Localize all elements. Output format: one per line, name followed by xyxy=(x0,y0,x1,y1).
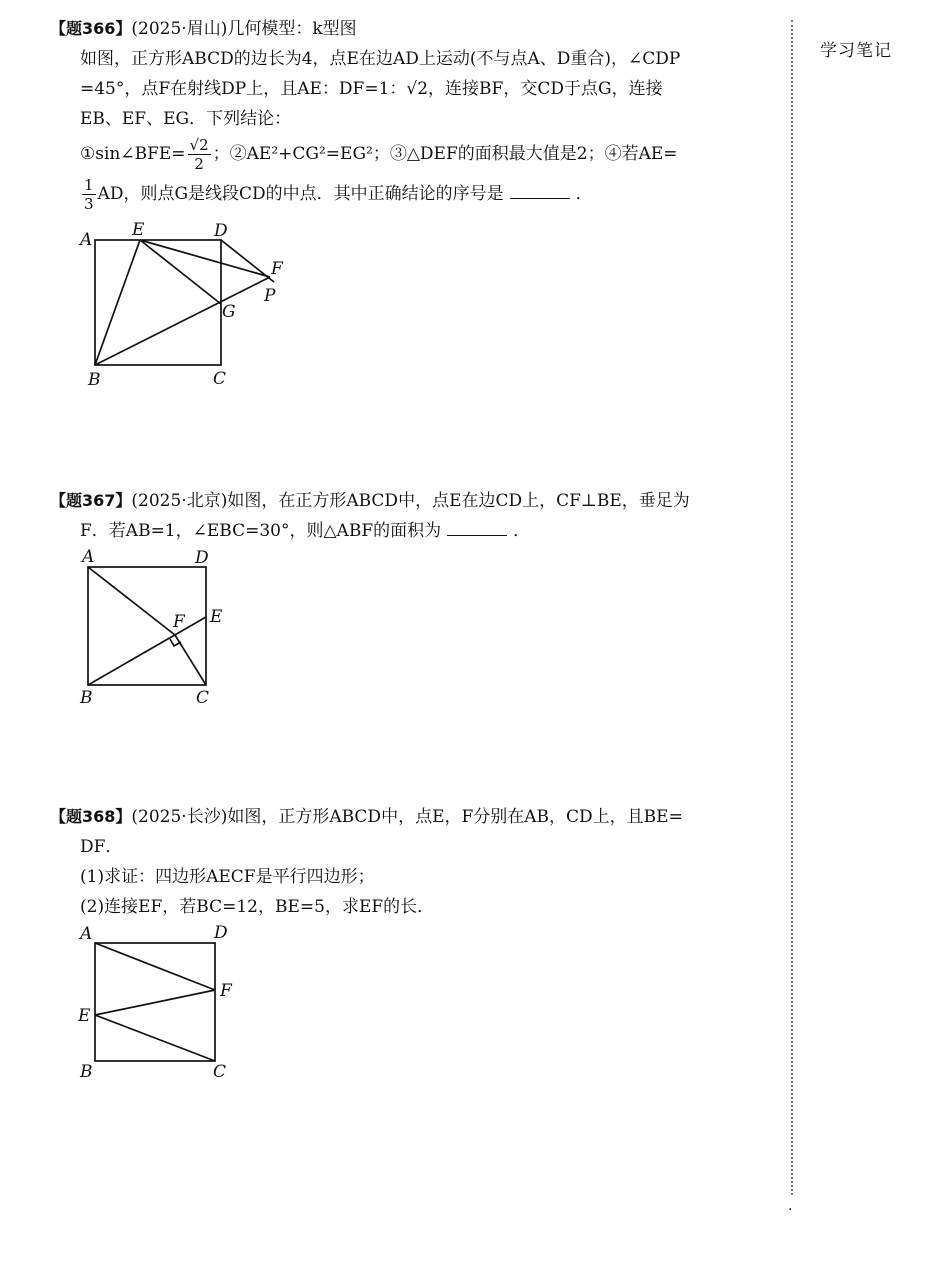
label-a: A xyxy=(80,924,93,944)
problem-text-line: =45°，点F在射线DP上，且AE：DF=1：√2，连接BF，交CD于点G，连接 xyxy=(80,79,663,99)
label-f: F xyxy=(173,612,185,632)
label-e: E xyxy=(132,220,145,240)
question-end: ． xyxy=(513,521,531,541)
fraction-denominator: 3 xyxy=(84,195,94,213)
label-b: B xyxy=(80,688,93,708)
notes-title: 学习笔记 xyxy=(820,41,892,61)
segment-af xyxy=(95,943,215,990)
label-d: D xyxy=(195,548,209,568)
label-f: F xyxy=(271,259,283,279)
problem-tag: 【题366】 xyxy=(50,19,132,38)
segment-ec xyxy=(95,1015,215,1061)
fraction-numerator: 1 xyxy=(84,176,94,194)
label-f: F xyxy=(220,981,232,1001)
segment-ef xyxy=(95,990,215,1015)
label-d: D xyxy=(214,221,228,241)
label-c: C xyxy=(196,688,210,708)
conclusion-text: ；②AE²+CG²=EG²；③△DEF的面积最大值是2；④若AE= xyxy=(212,144,678,164)
label-e: E xyxy=(78,1006,91,1026)
label-c: C xyxy=(213,369,227,389)
problem-part-1: (1)求证：四边形AECF是平行四边形； xyxy=(80,867,375,887)
label-c: C xyxy=(213,1062,227,1082)
label-b: B xyxy=(80,1062,93,1082)
label-a: A xyxy=(82,547,95,567)
label-e: E xyxy=(210,607,223,627)
question-end: ． xyxy=(575,184,593,204)
question-text: F．若AB=1，∠EBC=30°，则△ABF的面积为 xyxy=(80,521,442,541)
problem-tag: 【题368】 xyxy=(50,807,132,826)
label-p: P xyxy=(264,286,276,306)
label-g: G xyxy=(222,302,236,322)
problem-text-line: EB、EF、EG．下列结论： xyxy=(80,109,292,129)
question-text: AD，则点G是线段CD的中点．其中正确结论的序号是 xyxy=(97,184,504,204)
problem-tag: 【题367】 xyxy=(50,491,132,510)
conclusion-text: ①sin∠BFE= xyxy=(80,144,186,164)
fraction-numerator: √2 xyxy=(189,136,209,154)
divider-end-mark: · xyxy=(788,1202,793,1218)
problem-text-line: DF． xyxy=(80,837,123,857)
label-d: D xyxy=(214,923,228,943)
problem-topic: 几何模型：k型图 xyxy=(227,19,357,39)
label-b: B xyxy=(88,370,101,390)
problem-source: (2025·长沙) xyxy=(131,807,228,827)
problem-source: (2025·眉山) xyxy=(131,19,228,39)
fraction-denominator: 2 xyxy=(194,155,204,173)
problem-text-line: 如图，正方形ABCD的边长为4，点E在边AD上运动(不与点A、D重合)，∠CDP xyxy=(80,49,681,69)
problem-text-line: 如图，在正方形ABCD中，点E在边CD上，CF⊥BE，垂足为 xyxy=(227,491,690,511)
problem-text-line: 如图，正方形ABCD中，点E，F分别在AB，CD上，且BE= xyxy=(227,807,683,827)
problem-part-2: (2)连接EF，若BC=12，BE=5，求EF的长． xyxy=(80,897,435,917)
label-a: A xyxy=(80,230,93,250)
problem-source: (2025·北京) xyxy=(131,491,228,511)
